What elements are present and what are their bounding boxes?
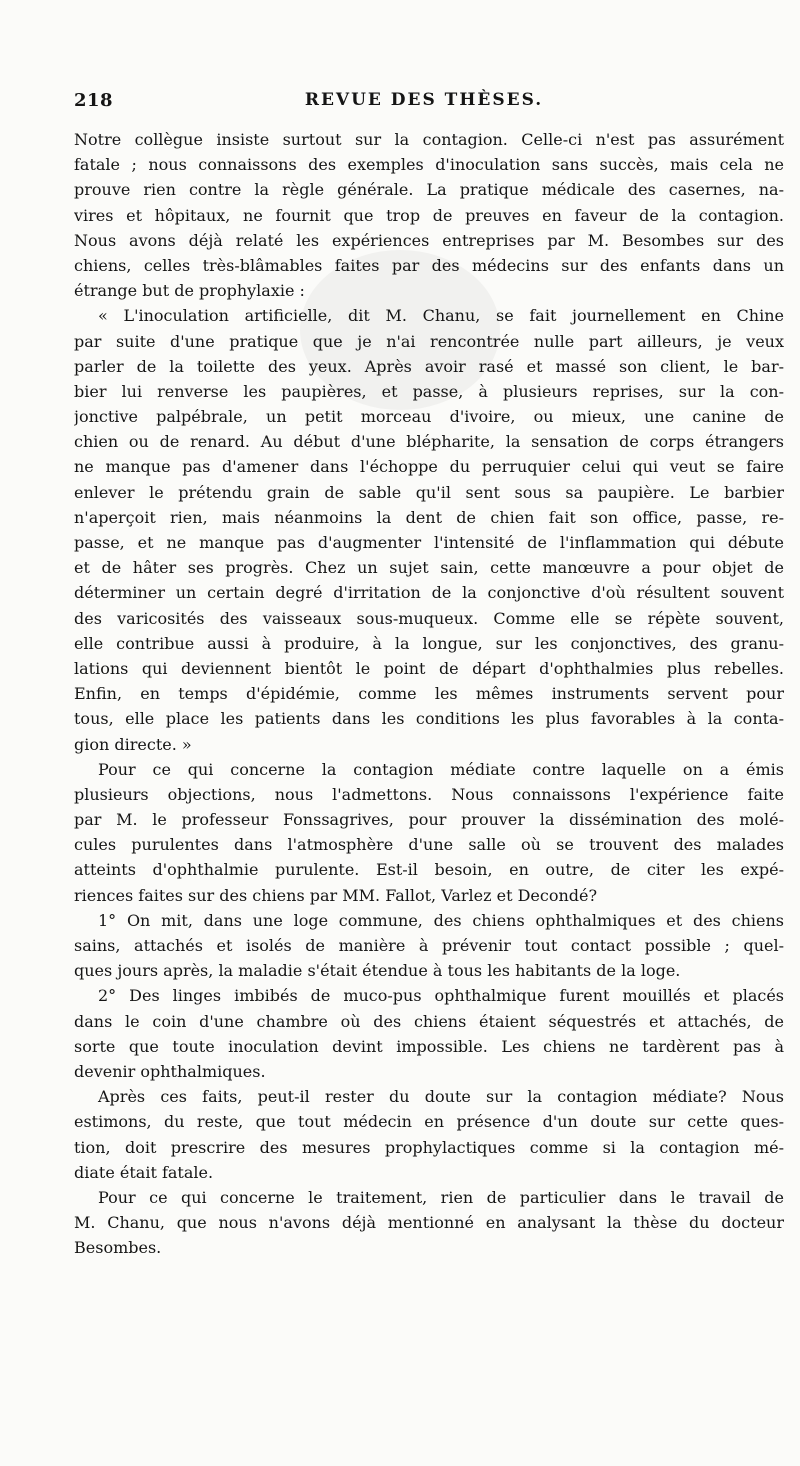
text-line: riences faites sur des chiens par MM. Fallot, Varlez et Decondé? [74,885,598,905]
text-line: ne manque pas d'amener dans l'échoppe du perruquier celui qui veut se faire [74,457,784,477]
text-line: estimons, du reste, que tout médecin en présence d'un doute sur cette ques- [74,1112,784,1132]
text-line: chiens, celles très-blâmables faites par des médecins sur des enfants dans un [74,255,784,275]
text-line: prouve rien contre la règle générale. La pratique médicale des casernes, na- [74,180,784,200]
text-line: et de hâter ses progrès. Chez un sujet sain, cette manœuvre a pour objet de [74,558,784,578]
text-line: cules purulentes dans l'atmosphère d'une salle où se trouvent des malades [74,835,784,855]
text-line: Après ces faits, peut-il rester du doute sur la contagion médiate? Nous [98,1087,784,1107]
text-line: M. Chanu, que nous n'avons déjà mentionné en analysant la thèse du docteur [74,1213,784,1233]
text-line: tion, doit prescrire des mesures prophylactiques comme si la contagion mé- [74,1137,784,1157]
text-line: diate était fatale. [74,1162,214,1182]
text-line: Pour ce qui concerne la contagion médiate contre laquelle on a émis [98,759,784,779]
text-line: 2° Des linges imbibés de muco-pus ophthalmique furent mouillés et placés [98,986,784,1006]
text-line: lations qui deviennent bientôt le point de départ d'ophthalmies plus rebelles. [74,658,784,678]
text-line: Besombes. [74,1238,162,1258]
text-line: atteints d'ophthalmie purulente. Est-il besoin, en outre, de citer les expé- [74,860,784,880]
text-line: par suite d'une pratique que je n'ai rencontrée nulle part ailleurs, je veux [74,331,784,351]
text-line: par M. le professeur Fonssagrives, pour prouver la dissémination des molé- [74,810,784,830]
text-line: Notre collègue insiste surtout sur la contagion. Celle-ci n'est pas assurément [74,130,784,149]
text-line: passe, et ne manque pas d'augmenter l'intensité de l'inflammation qui débute [74,533,784,552]
text-line: gion directe. » [74,734,192,754]
text-line: enlever le prétendu grain de sable qu'il sent sous sa paupière. Le barbier [74,482,784,502]
text-line: Nous avons déjà relaté les expériences entreprises par M. Besombes sur des [74,230,784,250]
text-line: déterminer un certain degré d'irritation de la conjonctive d'où résultent souvent [74,583,784,603]
text-line: 1° On mit, dans une loge commune, des chiens ophthalmiques et des chiens [98,910,784,930]
text-line: n'aperçoit rien, mais néanmoins la dent de chien fait son office, passe, re- [74,507,784,527]
page-header [74,90,774,114]
page-number: 218 [74,90,114,111]
text-line: étrange but de prophylaxie : [74,281,305,301]
text-line: Enfin, en temps d'épidémie, comme les mêmes instruments servent pour [74,684,784,704]
text-line: bier lui renverse les paupières, et passe, à plusieurs reprises, sur la con- [74,381,784,401]
text-line: sorte que toute inoculation devint impossible. Les chiens ne tardèrent pas à [74,1036,784,1056]
text-line: Pour ce qui concerne le traitement, rien de particulier dans le travail de [98,1187,784,1207]
text-line: fatale ; nous connaissons des exemples d'inoculation sans succès, mais cela ne [74,155,784,175]
running-title: REVUE DES THÈSES. [304,90,544,110]
text-line: chien ou de renard. Au début d'une blépharite, la sensation de corps étrangers [74,432,784,452]
text-line: parler de la toilette des yeux. Après avoir rasé et massé son client, le bar- [74,356,784,376]
text-line: « L'inoculation artificielle, dit M. Chanu, se fait journellement en Chine [98,306,784,326]
text-line: elle contribue aussi à produire, à la longue, sur les conjonctives, des granu- [74,633,784,653]
text-line: vires et hôpitaux, ne fournit que trop de preuves en faveur de la contagion. [74,205,784,225]
text-line: jonctive palpébrale, un petit morceau d'ivoire, ou mieux, une canine de [74,407,784,427]
text-line: devenir ophthalmiques. [74,1061,266,1081]
text-line: plusieurs objections, nous l'admettons. Nous connaissons l'expérience faite [74,784,784,804]
text-line: ques jours après, la maladie s'était étendue à tous les habitants de la loge. [74,961,681,981]
body-text [74,127,784,1260]
text-line: sains, attachés et isolés de manière à prévenir tout contact possible ; quel- [74,936,784,955]
text-line: des varicosités des vaisseaux sous-muqueux. Comme elle se répète souvent, [74,608,784,628]
text-line: tous, elle place les patients dans les conditions les plus favorables à la conta- [74,709,784,729]
text-line: dans le coin d'une chambre où des chiens étaient séquestrés et attachés, de [74,1011,784,1031]
